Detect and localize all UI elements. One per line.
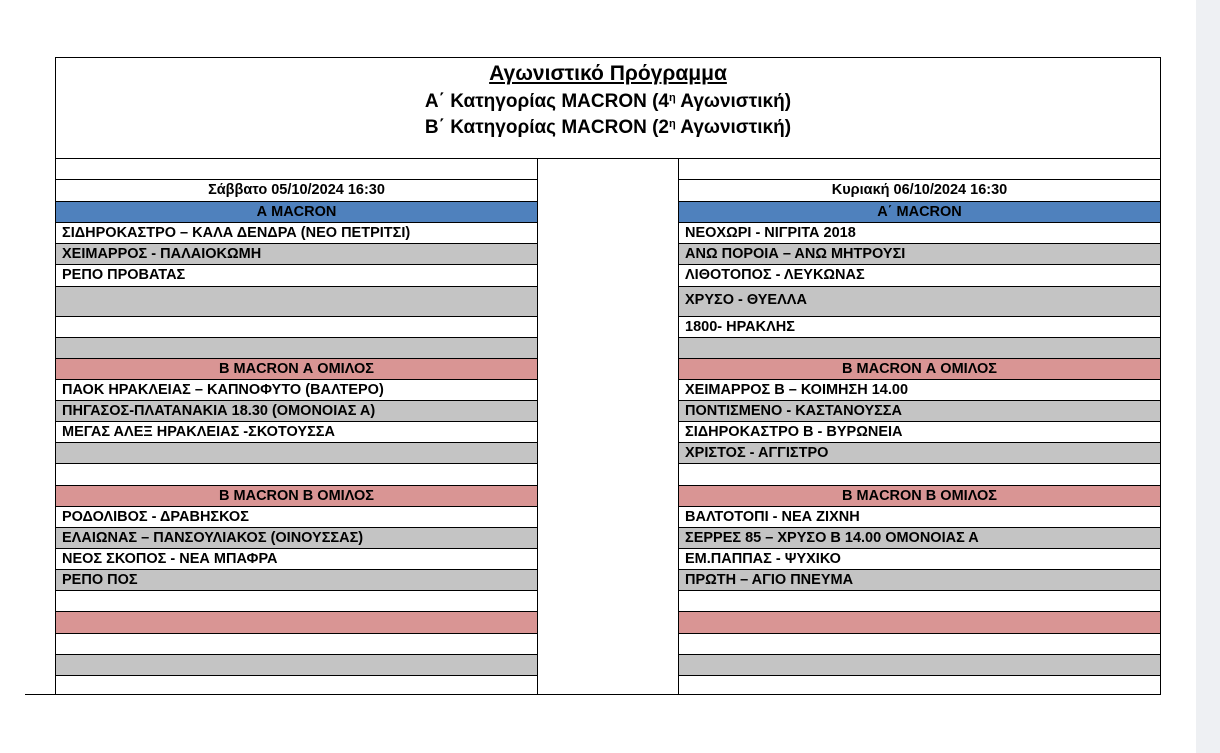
match-row: ΣΙΔΗΡΟΚΑΣΤΡΟ – ΚΑΛΑ ΔΕΝΔΡΑ (ΝΕΟ ΠΕΤΡΙΤΣΙ) — [56, 222, 537, 243]
match-row: ΣΙΔΗΡΟΚΑΣΤΡΟ Β - ΒΥΡΩΝΕΙΑ — [679, 421, 1160, 442]
empty-pink-row — [679, 611, 1160, 633]
a-macron-header: Α MACRON — [56, 201, 537, 222]
empty-row — [56, 442, 537, 463]
saturday-date: Σάββατο 05/10/2024 16:30 — [56, 179, 537, 201]
match-row: ΝΕΟΣ ΣΚΟΠΟΣ - ΝΕΑ ΜΠΑΦΡΑ — [56, 548, 537, 569]
page-bottom-rule — [25, 694, 1161, 695]
empty-row — [679, 675, 1160, 695]
match-row: ΒΑΛΤΟΤΟΠΙ - ΝΕΑ ΖΙΧΝΗ — [679, 506, 1160, 527]
empty-row — [56, 675, 537, 695]
vertical-scrollbar[interactable] — [1196, 0, 1220, 753]
match-row: ΧΕΙΜΑΡΡΟΣ - ΠΑΛΑΙΟΚΩΜΗ — [56, 243, 537, 264]
subtitle-b-category: Β΄ Κατηγορίας MACRON ($2^\eta$ Αγωνιστική) — [424, 117, 792, 138]
match-row: ΠΟΝΤΙΣΜΕΝΟ - ΚΑΣΤΑΝΟΥΣΣΑ — [679, 400, 1160, 421]
empty-row — [679, 654, 1160, 675]
empty-row — [679, 590, 1160, 611]
empty-row — [56, 337, 537, 358]
empty-row — [679, 633, 1160, 654]
match-row: ΛΙΘΟΤΟΠΟΣ - ΛΕΥΚΩΝΑΣ — [679, 264, 1160, 286]
empty-row — [56, 590, 537, 611]
match-row: ΠΑΟΚ ΗΡΑΚΛΕΙΑΣ – ΚΑΠΝΟΦΥΤΟ (ΒΑΛΤΕΡΟ) — [56, 379, 537, 400]
schedule-document — [55, 57, 1161, 695]
column-divider — [537, 158, 538, 695]
match-row: ΕΜ.ΠΑΠΠΑΣ - ΨΥΧΙΚΟ — [679, 548, 1160, 569]
empty-row — [56, 463, 537, 485]
match-row: ΧΡΙΣΤΟΣ - ΑΓΓΙΣΤΡΟ — [679, 442, 1160, 463]
column-divider — [678, 158, 679, 695]
match-row: ΡΟΔΟΛΙΒΟΣ - ΔΡΑΒΗΣΚΟΣ — [56, 506, 537, 527]
sunday-column — [679, 158, 1160, 695]
match-row: ΧΡΥΣΟ - ΘΥΕΛΛΑ — [679, 286, 1160, 316]
middle-spacer — [537, 158, 679, 695]
empty-row — [56, 286, 537, 316]
empty-row — [679, 158, 1160, 179]
empty-row — [56, 654, 537, 675]
sunday-date: Κυριακή 06/10/2024 16:30 — [679, 179, 1160, 201]
empty-pink-row — [56, 611, 537, 633]
b-macron-group-b-header: Β MACRON Β ΟΜΙΛΟΣ — [56, 485, 537, 506]
match-row: ΑΝΩ ΠΟΡΟΙΑ – ΑΝΩ ΜΗΤΡΟΥΣΙ — [679, 243, 1160, 264]
empty-row — [679, 463, 1160, 485]
empty-row — [679, 337, 1160, 358]
empty-row — [56, 158, 537, 179]
match-row: ΡΕΠΟ ΠΡΟΒΑΤΑΣ — [56, 264, 537, 286]
match-row: ΠΗΓΑΣΟΣ-ΠΛΑΤΑΝΑΚΙΑ 18.30 (ΟΜΟΝΟΙΑΣ Α) — [56, 400, 537, 421]
title-block — [56, 58, 1160, 158]
empty-row — [56, 633, 537, 654]
match-row: ΡΕΠΟ ΠΟΣ — [56, 569, 537, 590]
subtitle-a-category: Α΄ Κατηγορίας MACRON ($4^\eta$ Αγωνιστική) — [424, 91, 792, 112]
match-row: ΧΕΙΜΑΡΡΟΣ Β – ΚΟΙΜΗΣΗ 14.00 — [679, 379, 1160, 400]
match-row: ΜΕΓΑΣ ΑΛΕΞ ΗΡΑΚΛΕΙΑΣ -ΣΚΟΤΟΥΣΣΑ — [56, 421, 537, 442]
b-macron-group-b-header: Β MACRON Β ΟΜΙΛΟΣ — [679, 485, 1160, 506]
b-macron-group-a-header: Β MACRON Α ΟΜΙΛΟΣ — [679, 358, 1160, 379]
saturday-column — [56, 158, 537, 695]
match-row: ΠΡΩΤΗ – ΑΓΙΟ ΠΝΕΥΜΑ — [679, 569, 1160, 590]
empty-row — [56, 316, 537, 337]
match-row: ΣΕΡΡΕΣ 85 – ΧΡΥΣΟ Β 14.00 ΟΜΟΝΟΙΑΣ Α — [679, 527, 1160, 548]
page-title: Αγωνιστικό Πρόγραμμα — [489, 62, 727, 85]
match-row: ΕΛΑΙΩΝΑΣ – ΠΑΝΣΟΥΛΙΑΚΟΣ (ΟΙΝΟΥΣΣΑΣ) — [56, 527, 537, 548]
a-macron-header: Α΄ MACRON — [679, 201, 1160, 222]
match-row: 1800- ΗΡΑΚΛΗΣ — [679, 316, 1160, 337]
match-row: ΝΕΟΧΩΡΙ - ΝΙΓΡΙΤΑ 2018 — [679, 222, 1160, 243]
b-macron-group-a-header: Β MACRON Α ΟΜΙΛΟΣ — [56, 358, 537, 379]
